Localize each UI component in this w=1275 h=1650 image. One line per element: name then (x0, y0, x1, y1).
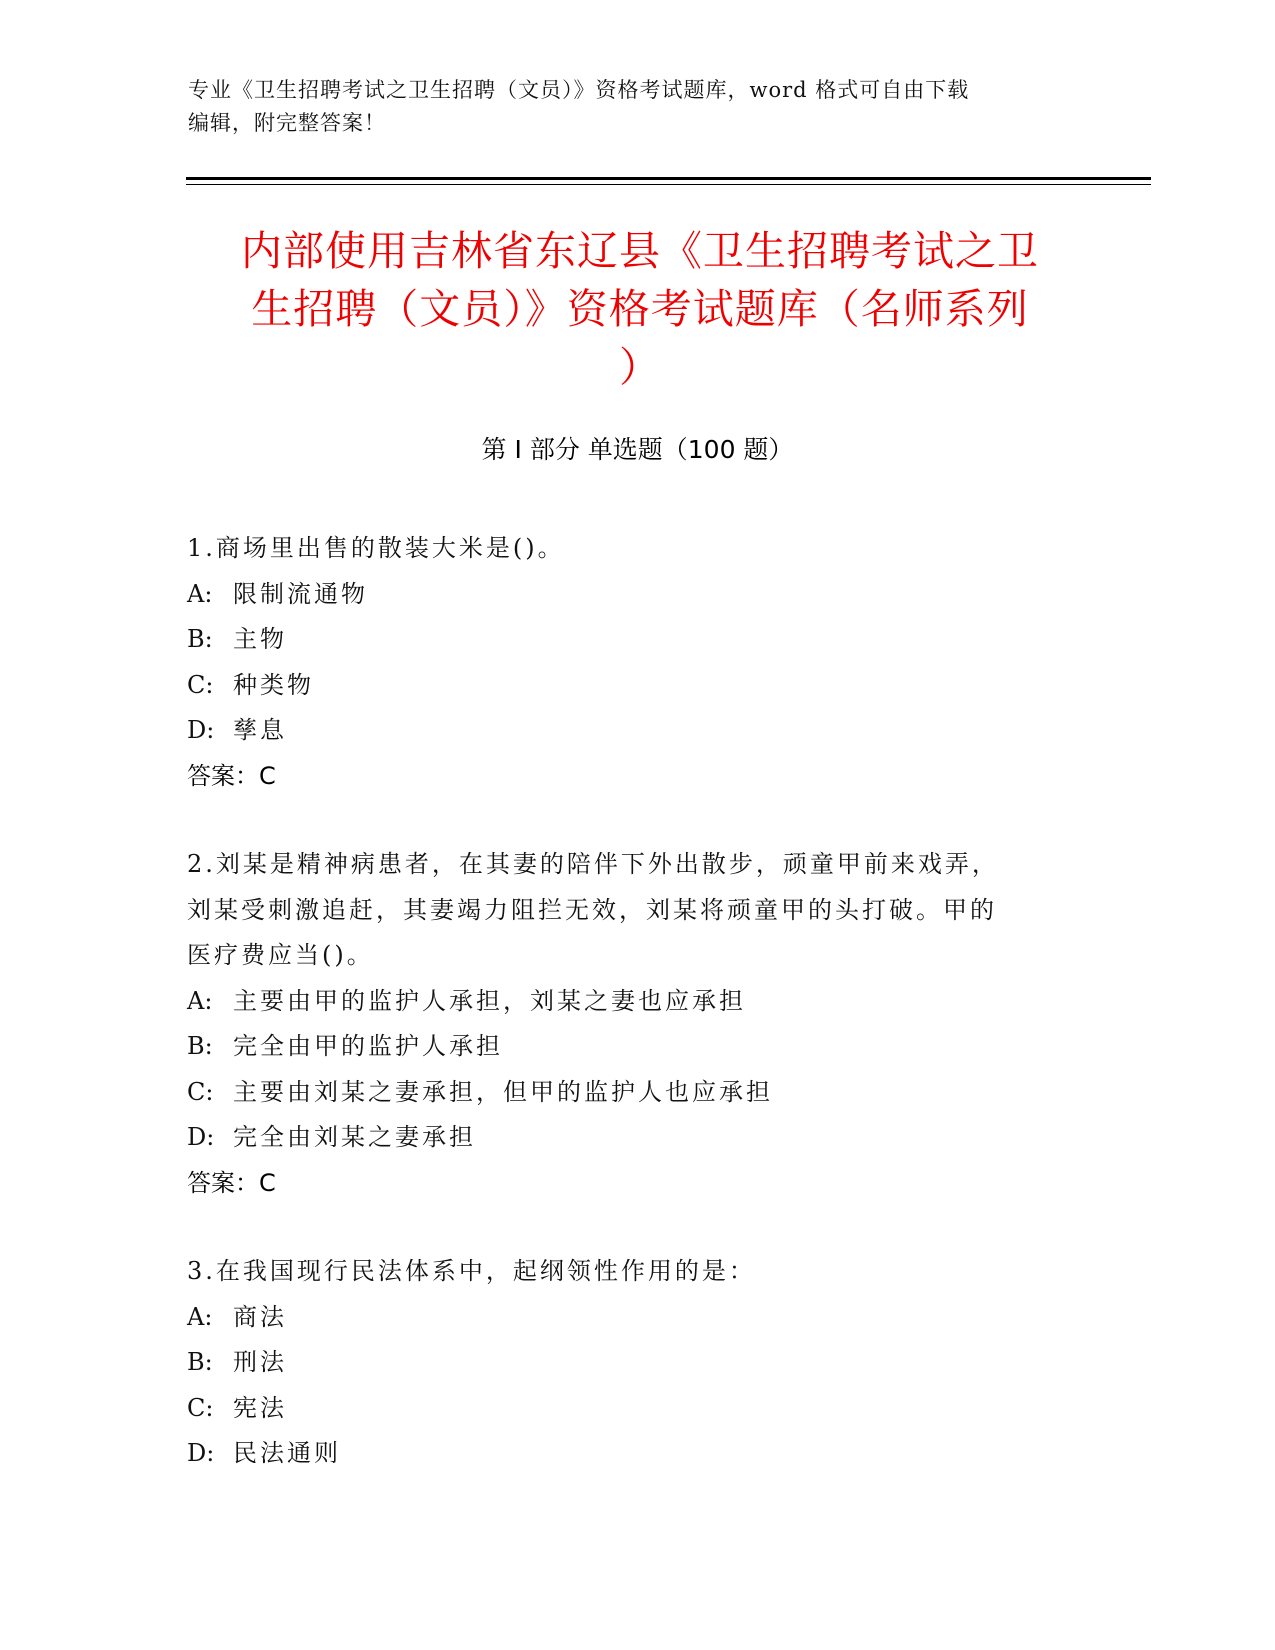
option-text: 种类物 (233, 670, 314, 699)
answer-line: 答案：C (187, 761, 276, 790)
option-a (187, 979, 1067, 1025)
header-divider-thin (186, 184, 1151, 185)
option-text: 民法通则 (233, 1439, 341, 1467)
question-item (187, 842, 1067, 1206)
section-heading: 第 I 部分 单选题（100 题） (481, 435, 794, 464)
option-b (187, 1024, 1067, 1070)
document-title-line-2: 生招聘（文员）》资格考试题库（名师系列 (251, 285, 1029, 333)
option-text: 完全由甲的监护人承担 (233, 1032, 503, 1060)
question-item (187, 526, 1067, 799)
option-text: 完全由刘某之妻承担 (233, 1123, 476, 1151)
option-letter: B: (187, 1348, 213, 1376)
option-text: 商法 (233, 1302, 287, 1331)
document-title-line-1: 内部使用吉林省东辽县《卫生招聘考试之卫 (241, 227, 1039, 275)
header-note-line-1: 专业《卫生招聘考试之卫生招聘（文员）》资格考试题库，word 格式可自由下载 (188, 78, 970, 102)
option-text: 刑法 (233, 1348, 287, 1376)
question-item (187, 1249, 1067, 1477)
option-letter: B: (187, 1032, 213, 1060)
question-stem: 1.商场里出售的散装大米是()。 (187, 534, 565, 562)
document-title-line-3: ） (619, 343, 661, 391)
option-letter: D: (187, 1439, 215, 1467)
header-note-line-2: 编辑，附完整答案！ (188, 111, 386, 135)
question-list (187, 526, 1067, 1520)
answer-line: 答案：C (187, 1168, 276, 1197)
option-c (187, 1070, 1067, 1116)
option-letter: C: (187, 670, 214, 699)
header-divider-thick (186, 177, 1151, 180)
option-letter: C: (187, 1393, 214, 1422)
option-letter: A: (187, 1302, 213, 1331)
option-c (187, 663, 1067, 709)
option-d (187, 1431, 1067, 1477)
option-text: 主要由刘某之妻承担，但甲的监护人也应承担 (233, 1077, 773, 1106)
option-letter: D: (187, 716, 215, 744)
question-stem: 3.在我国现行民法体系中，起纲领性作用的是： (187, 1257, 756, 1285)
option-letter: D: (187, 1123, 215, 1151)
option-letter: C: (187, 1077, 214, 1106)
header-note (188, 74, 1088, 140)
option-a (187, 572, 1067, 618)
option-c (187, 1386, 1067, 1432)
option-text: 宪法 (233, 1393, 287, 1422)
option-d (187, 1115, 1067, 1161)
option-text: 主物 (233, 625, 287, 653)
question-stem-line-1: 2.刘某是精神病患者，在其妻的陪伴下外出散步，顽童甲前来戏弄， (187, 850, 999, 878)
option-a (187, 1295, 1067, 1341)
option-text: 限制流通物 (233, 579, 368, 608)
option-letter: A: (187, 579, 213, 608)
option-text: 孳息 (233, 716, 287, 744)
question-stem-line-3: 医疗费应当()。 (187, 941, 374, 969)
option-b (187, 1340, 1067, 1386)
question-stem-line-2: 刘某受刺激追赶，其妻竭力阻拦无效，刘某将顽童甲的头打破。甲的 (187, 895, 997, 924)
document-title (190, 222, 1090, 396)
option-letter: A: (187, 986, 213, 1015)
option-letter: B: (187, 625, 213, 653)
option-text: 主要由甲的监护人承担，刘某之妻也应承担 (233, 986, 746, 1015)
option-d (187, 708, 1067, 754)
option-b (187, 617, 1067, 663)
